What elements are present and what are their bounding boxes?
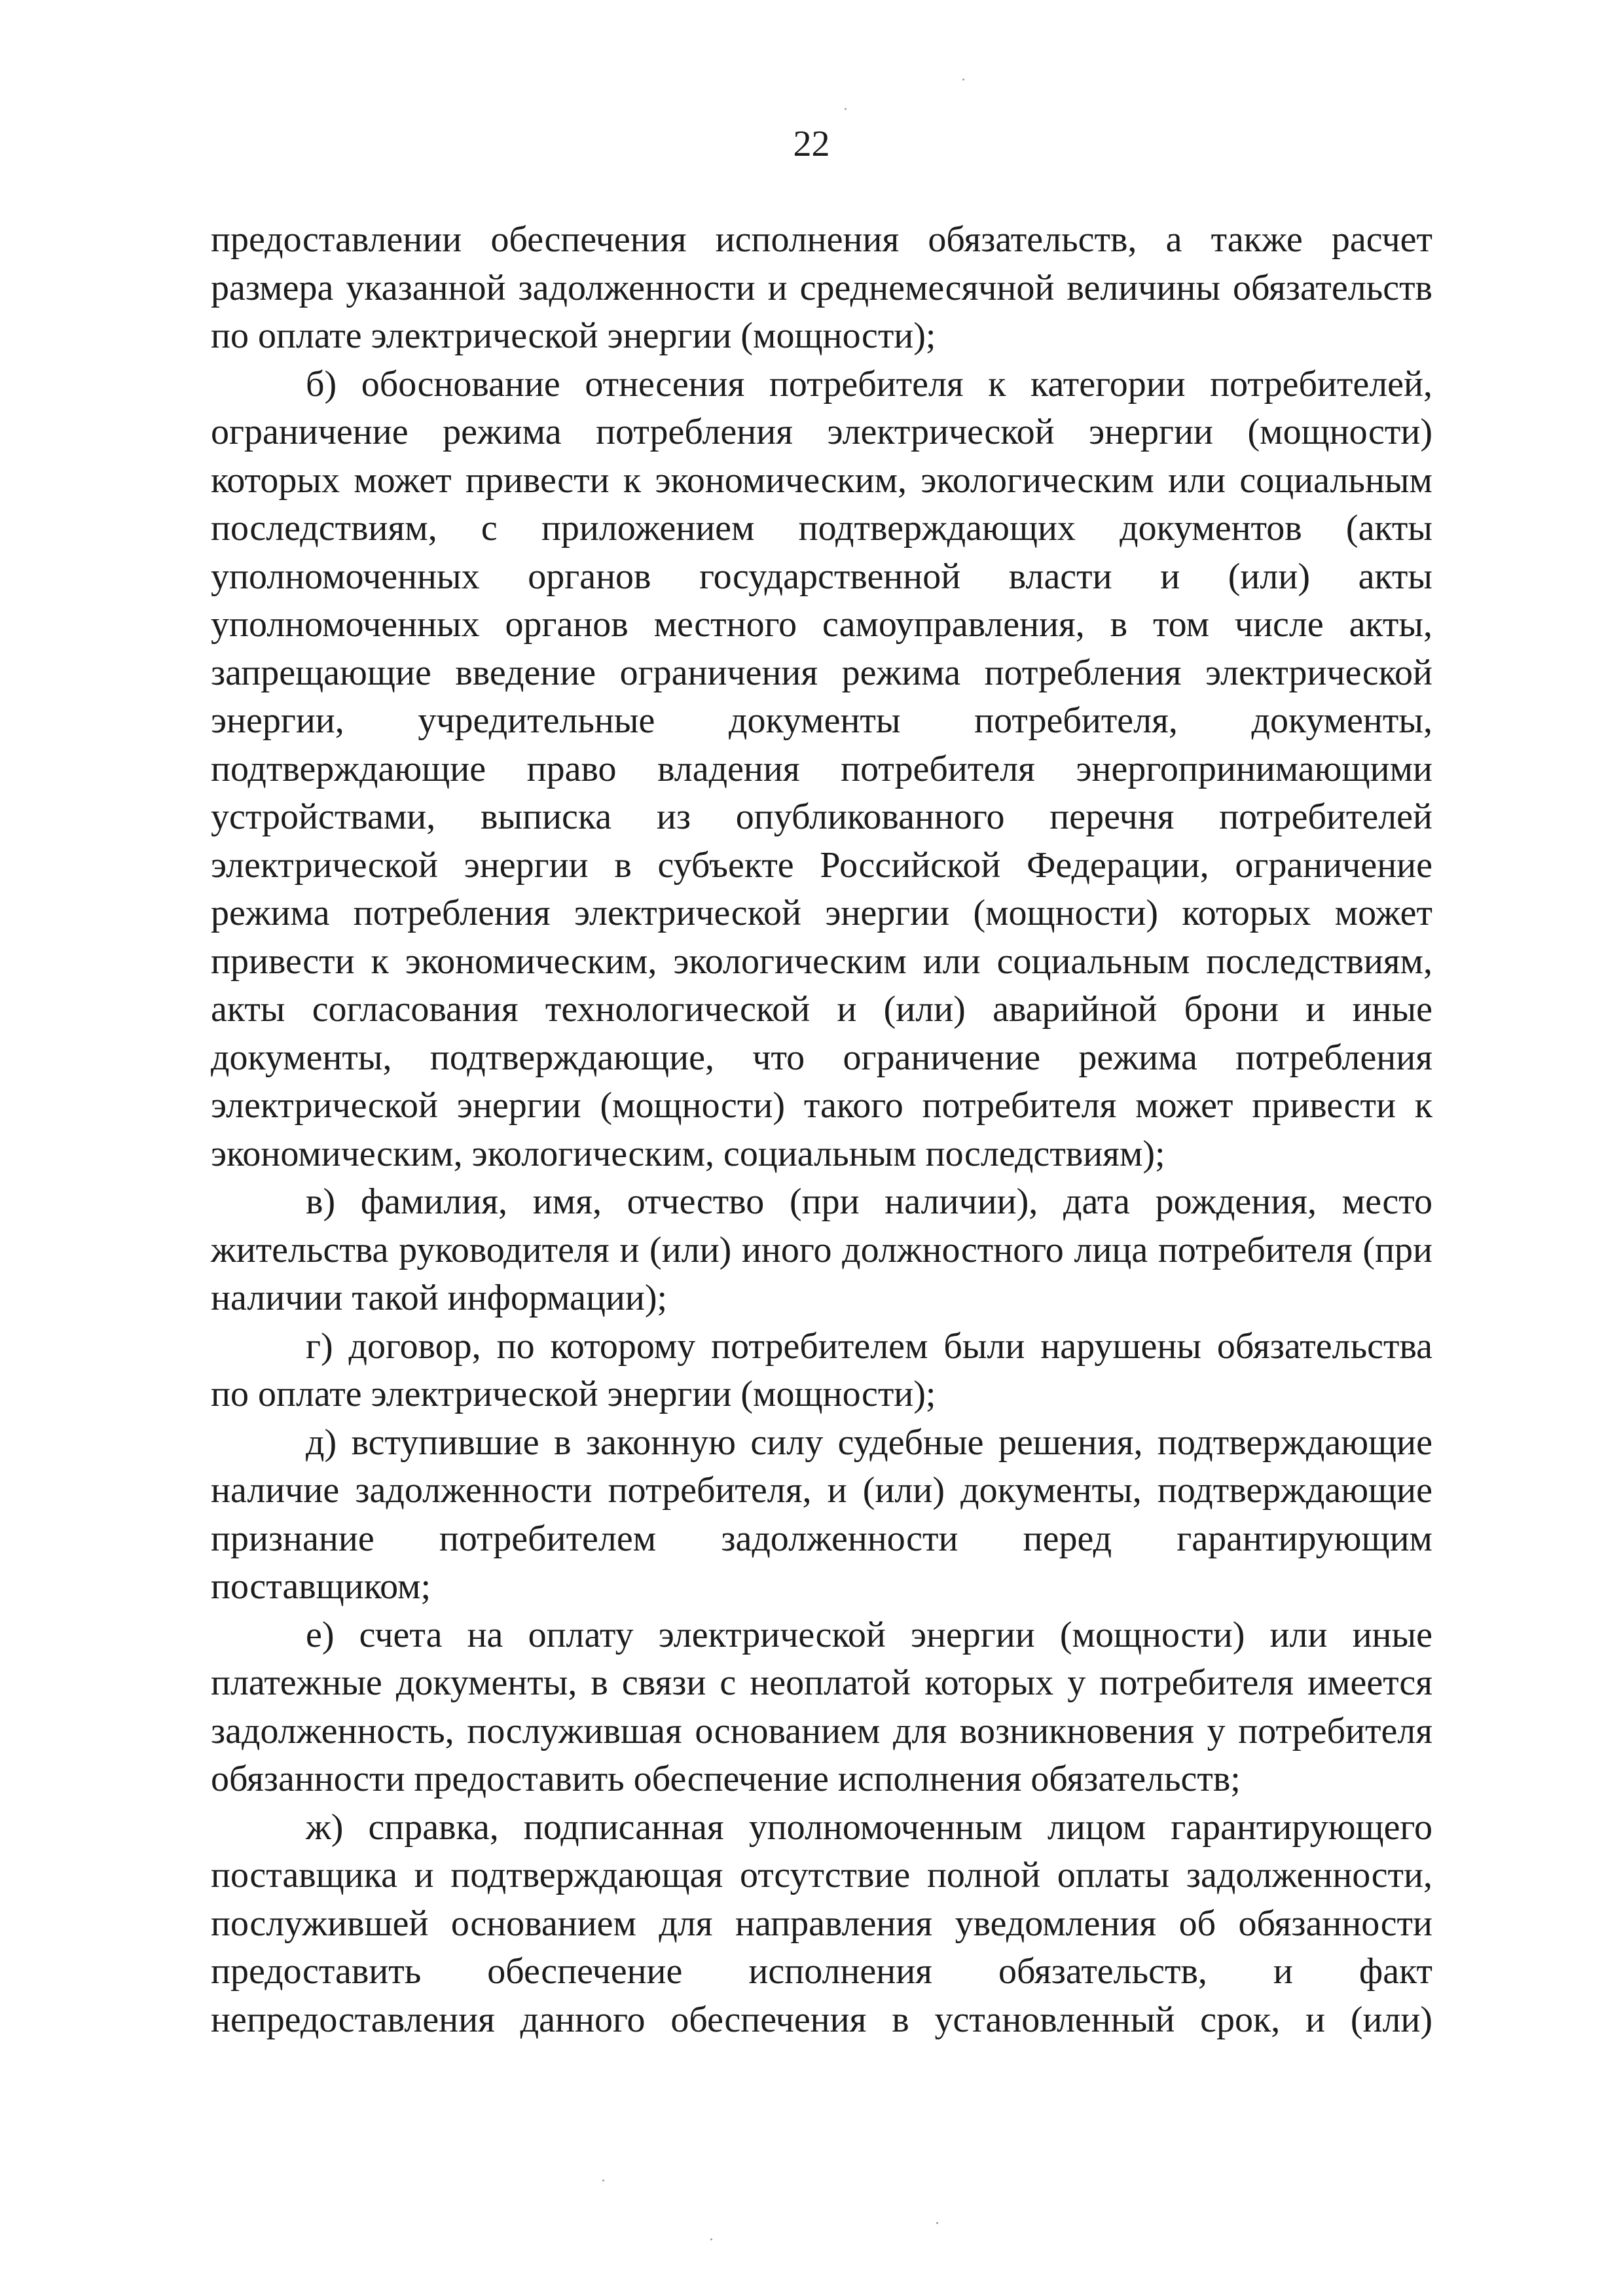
scan-speck [602,2179,604,2181]
paragraph-item-e: е) счета на оплату электрической энергии (мощности) или иные платежные документы, в связи с неоплатой которых у потребителя имеется задолженность, послужившая основанием для возникновения у потребителя обязанности предоставить обеспечение исполнения обязательств; [211,1614,1432,1799]
scan-speck [710,2238,712,2240]
scan-speck [962,79,964,81]
paragraph-item-zh: ж) справка, подписанная уполномоченным лицом гарантирующего поставщика и подтверждающая отсутствие полной оплаты задолженности, послужившей основанием для направления уведомления об обязанности предоставить обеспечение исполнения обязательств, и факт непредоставления данного обеспечения в установленный срок, и (или) [211,1806,1432,2040]
paragraph-continuation: предоставлении обеспечения исполнения обязательств, а также расчет размера указанной задолженности и среднемесячной величины обязательств по оплате электрической энергии (мощности); [211,219,1432,356]
paragraph-item-d: д) вступившие в законную силу судебные решения, подтверждающие наличие задолженности потребителя, и (или) документы, подтверждающие признание потребителем задолженности перед гарантирующим поставщиком; [211,1422,1432,1607]
page-number: 22 [793,124,830,164]
paragraph-item-b: б) обоснование отнесения потребителя к категории потребителей, ограничение режима потребления электрической энергии (мощности) которых может привести к экономическим, экологическим или социальным последствиям, с приложением подтверждающих документов (акты уполномоченных органов государственной власти и (или) акты уполномоченных органов местного самоуправления, в том числе акты, запрещающие введение ограничения режима потребления электрической энергии, учредительные документы потребителя, документы, подтверждающие право владения потребителя энергопринимающими устройствами, выписка из опубликованного перечня потребителей электрической энергии в субъекте Российской Федерации, ограничение режима потребления электрической энергии (мощности) которых может привести к экономическим, экологическим или социальным последствиям, акты согласования технологической и (или) аварийной брони и иные документы, подтверждающие, что ограничение режима потребления электрической энергии (мощности) такого потребителя может привести к экономическим, экологическим, социальным последствиям); [211,363,1432,1174]
document-body [211,216,1432,2044]
paragraph-item-v: в) фамилия, имя, отчество (при наличии), дата рождения, место жительства руководителя и (или) иного должностного лица потребителя (при наличии такой информации); [211,1181,1432,1318]
paragraph-item-g: г) договор, по которому потребителем были нарушены обязательства по оплате электрической энергии (мощности); [211,1325,1432,1414]
scan-speck [845,108,847,110]
scan-speck [936,2222,938,2224]
